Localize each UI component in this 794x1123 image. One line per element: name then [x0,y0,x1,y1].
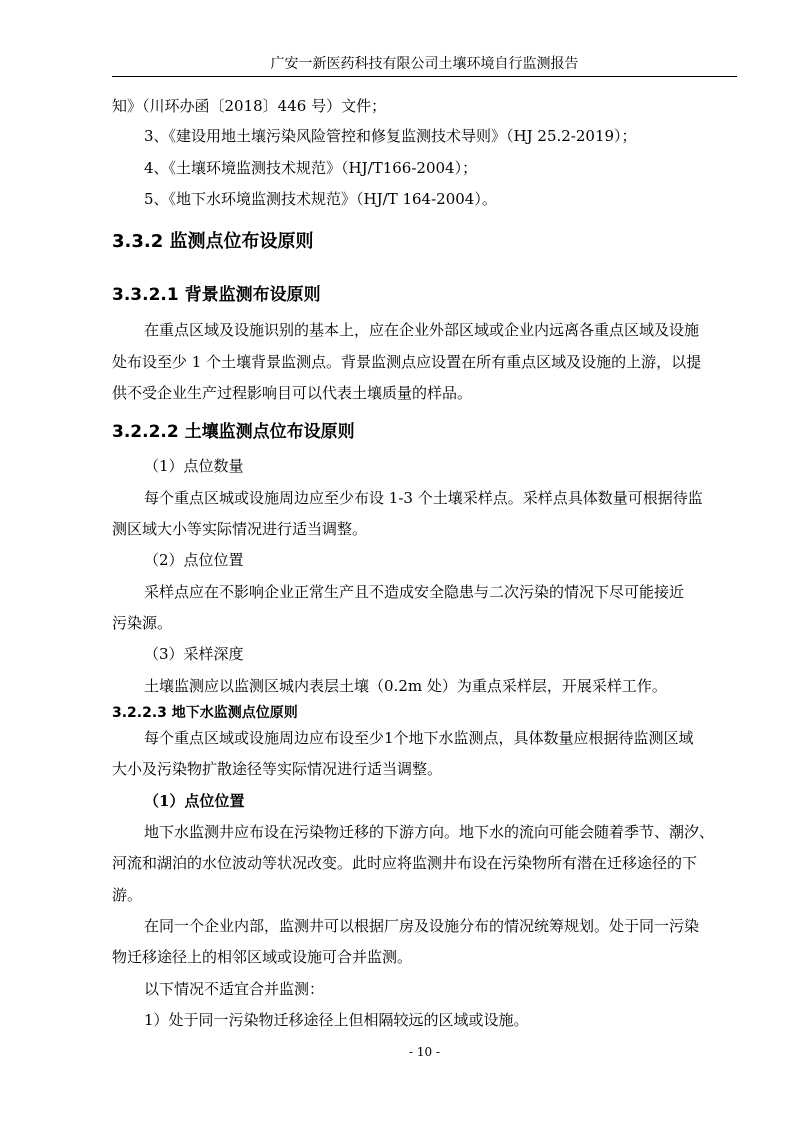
reference-5: 5、《地下水环境监测技术规范》（HJ/T 164-2004）。 [144,190,497,208]
page-header: 广安一新医药科技有限公司土壤环境自行监测报告 [270,56,579,72]
section-heading-3-3-2: 3.3.2 监测点位布设原则 [112,231,314,252]
paragraph-line: 土壤监测应以监测区城内表层土壤（0.2m 处）为重点采样层，开展采样工作。 [144,677,667,695]
reference-continuation: 知》（川环办函〔2018〕446 号）文件； [112,97,387,115]
subheading-sampling-depth: （3）采样深度 [144,645,244,663]
page-number: - 10 - [408,1045,440,1059]
reference-4: 4、《土壤环境监测技术规范》（HJ/T166-2004）； [144,159,478,177]
paragraph-line: 河流和湖泊的水位波动等状况改变。此时应将监测井布设在污染物所有潜在迁移途径的下 [112,854,698,872]
subheading-well-location: （1）点位位置 [144,792,245,810]
paragraph-line: 测区域大小等实际情况进行适当调整。 [112,520,368,538]
paragraph-line: 以下情况不适宜合并监测： [144,980,325,998]
paragraph-line: 物迁移途径上的相邻区域或设施可合并监测。 [112,948,413,966]
header-divider [112,76,737,77]
paragraph-line: 污染源。 [112,614,173,632]
paragraph-line: 处布设至少 1 个土壤背景监测点。背景监测点应设置在所有重点区域及设施的上游，以提 [112,353,702,371]
paragraph-line: 游。 [112,886,143,904]
subheading-point-location: （2）点位位置 [144,551,244,569]
reference-3: 3、《建设用地土壤污染风险管控和修复监测技术导则》（HJ 25.2-2019）； [144,127,637,145]
section-heading-3-2-2-3: 3.2.2.3 地下水监测点位原则 [112,705,298,721]
paragraph-line: 1）处于同一污染物迁移途径上但相隔较远的区域或设施。 [144,1011,529,1029]
paragraph-line: 采样点应在不影响企业正常生产且不造成安全隐患与二次污染的情况下尽可能接近 [144,583,685,601]
paragraph-line: 供不受企业生产过程影响目可以代表土壤质量的样品。 [112,384,473,402]
section-heading-3-2-2-2: 3.2.2.2 土壤监测点位布设原则 [112,422,355,442]
subheading-point-count: （1）点位数量 [144,457,244,475]
paragraph-line: 在重点区域及设施识别的基本上，应在企业外部区域或企业内远离各重点区域及设施 [144,321,700,339]
paragraph-line: 每个重点区城或设施周边应至少布设 1-3 个土壤采样点。采样点具体数量可根据待监 [144,489,703,507]
paragraph-line: 在同一个企业内部，监测井可以根据厂房及设施分布的情况统筹规划。处于同一污染 [144,917,700,935]
paragraph-line: 每个重点区域或设施周边应布设至少1个地下水监测点，具体数量应根据待监测区域 [144,729,694,747]
paragraph-line: 大小及污染物扩散途径等实际情况进行适当调整。 [112,760,443,778]
section-heading-3-3-2-1: 3.3.2.1 背景监测布设原则 [112,285,321,305]
paragraph-line: 地下水监测井应布设在污染物迁移的下游方向。地下水的流向可能会随着季节、潮汐、 [144,823,715,841]
